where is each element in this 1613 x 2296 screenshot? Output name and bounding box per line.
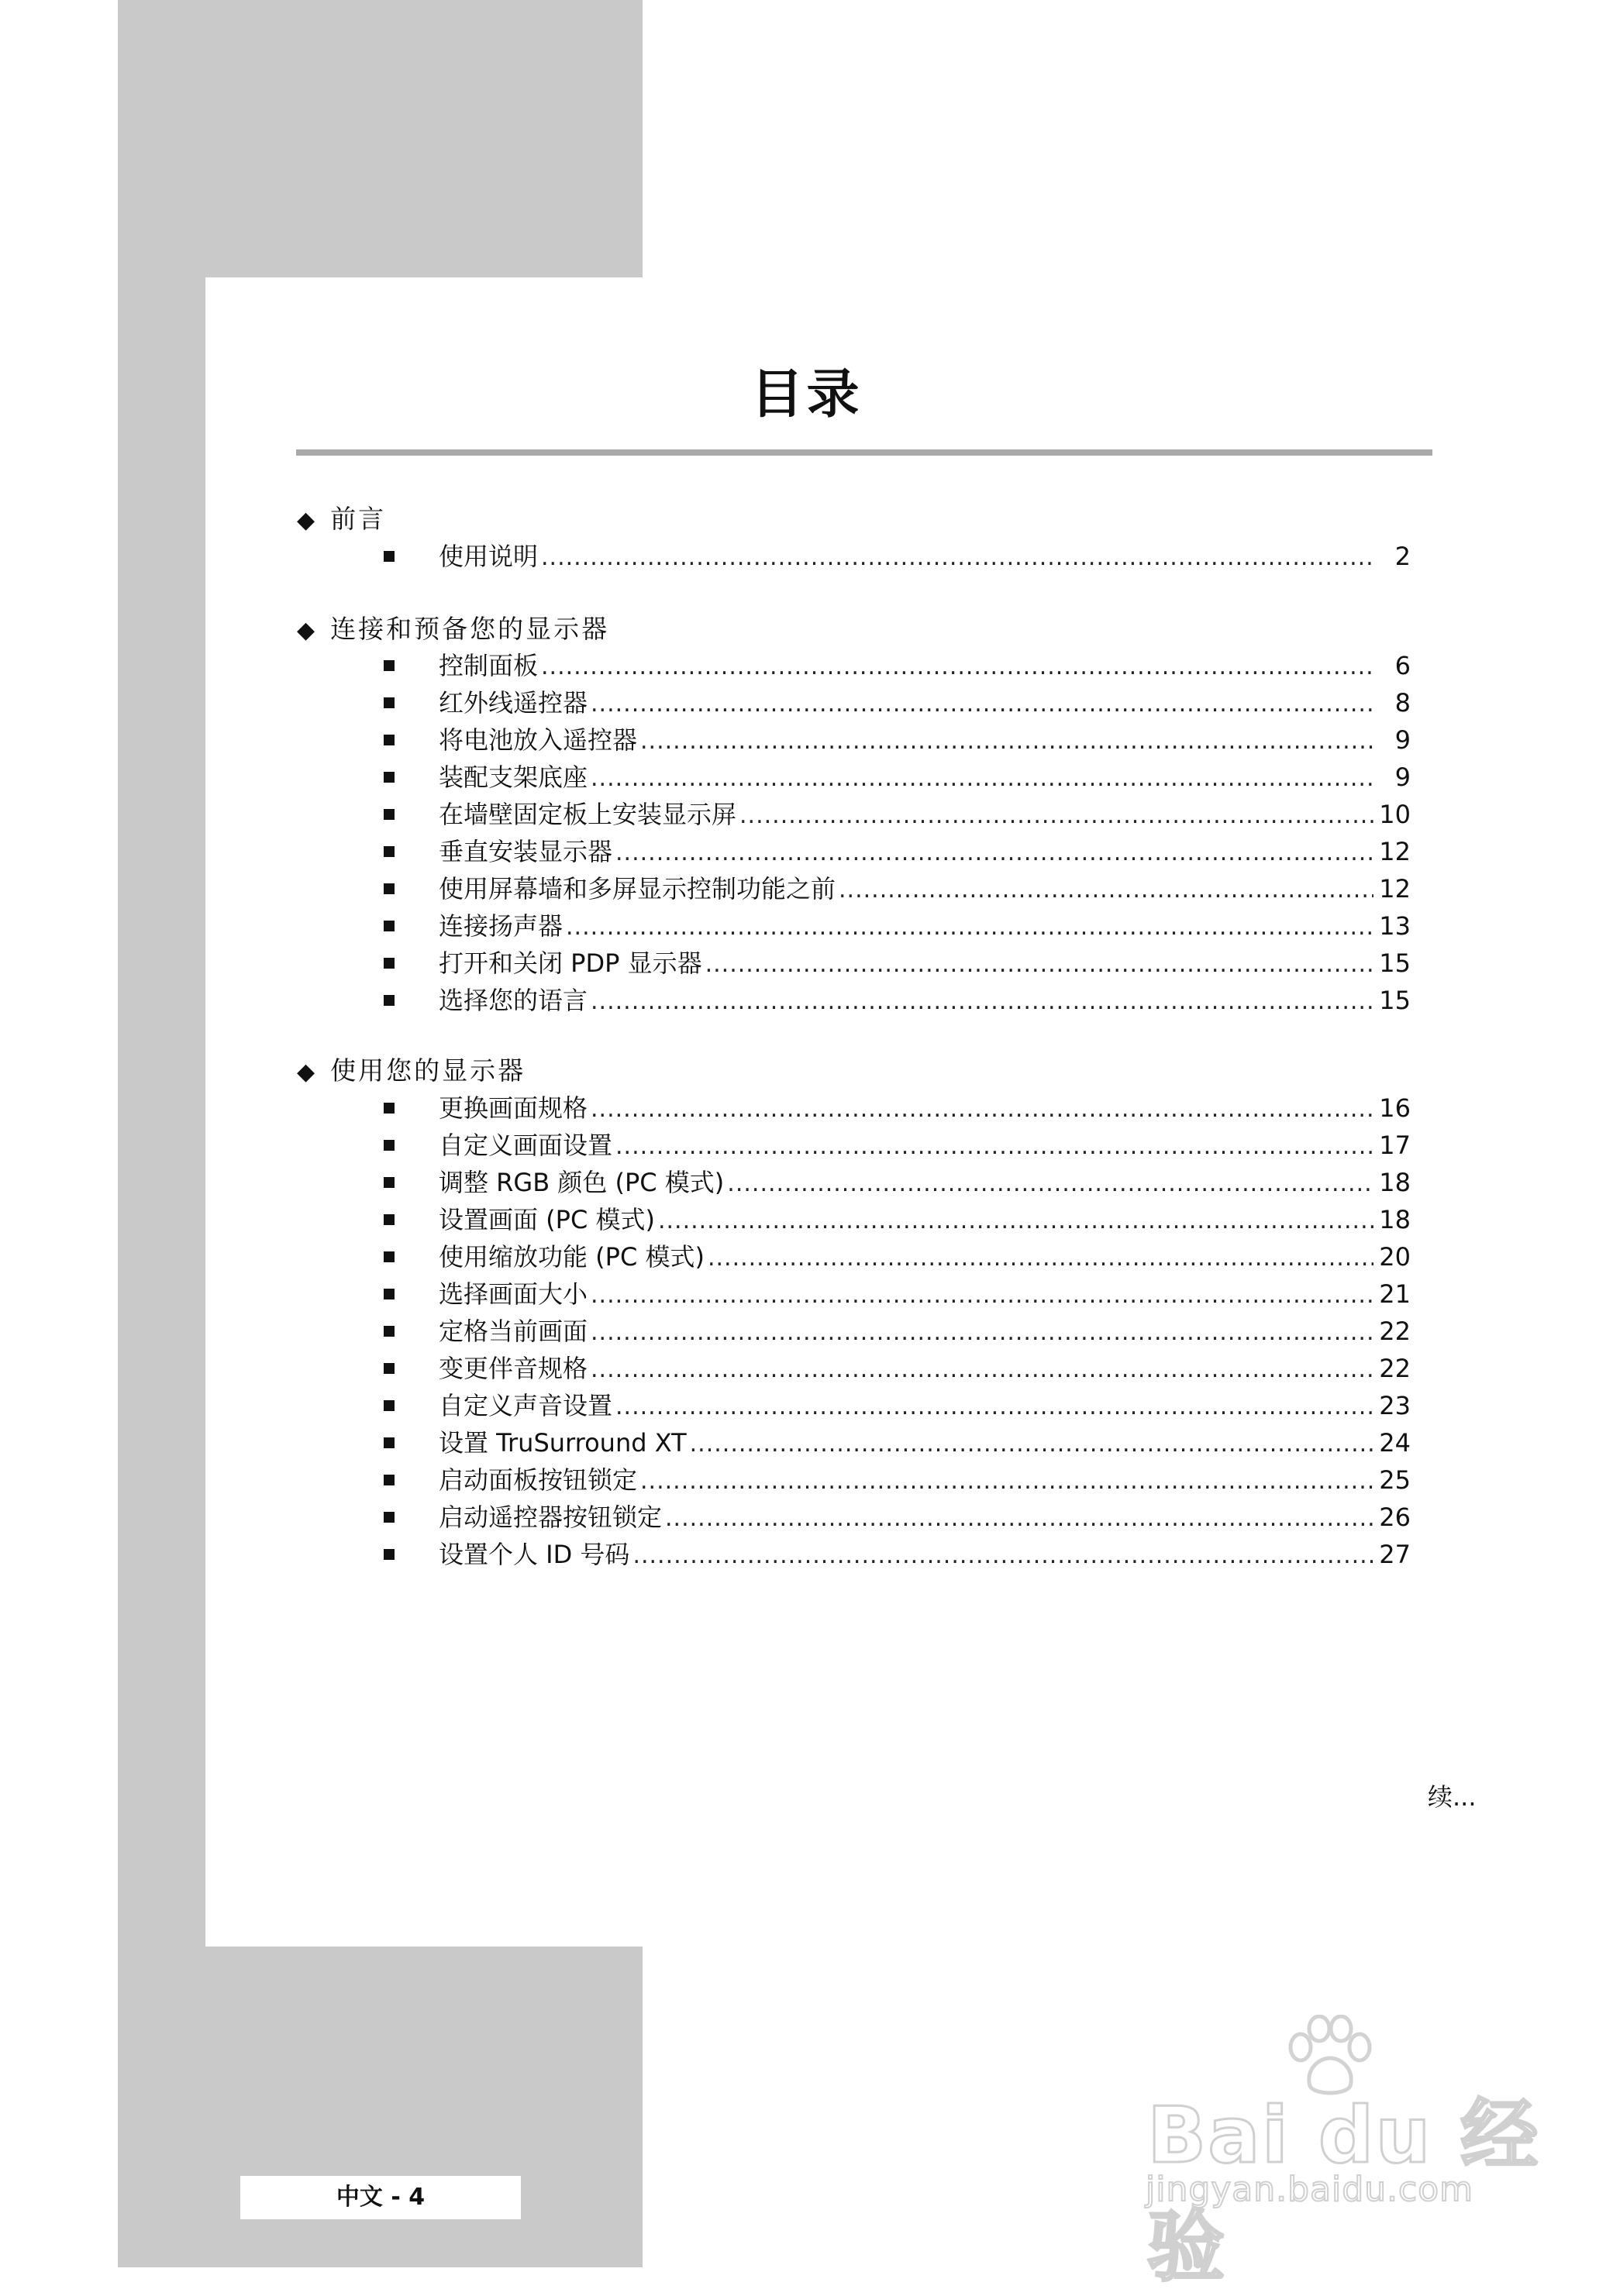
toc-entry[interactable]: 使用说明 ..... 2 [384, 539, 1411, 574]
dot-leader [615, 834, 1373, 869]
square-bullet-icon [384, 846, 395, 857]
continued-note: 续... [1428, 1782, 1477, 1812]
toc-entry[interactable]: 在墙壁固定板上安装显示屏 ..... 10 [384, 797, 1411, 832]
dot-leader [615, 1388, 1373, 1423]
square-bullet-icon [384, 1177, 395, 1188]
toc-entry[interactable]: 变更伴音规格 ..... 22 [384, 1351, 1411, 1386]
toc-entry[interactable]: 选择您的语言 ..... 15 [384, 983, 1411, 1018]
dot-leader [615, 1127, 1373, 1163]
toc-entry[interactable]: 打开和关闭 PDP 显示器 ..... 15 [384, 945, 1411, 981]
toc-entry[interactable]: 装配支架底座 ..... 9 [384, 759, 1411, 795]
dot-leader [640, 1462, 1373, 1498]
dot-leader [708, 1239, 1373, 1275]
square-bullet-icon [384, 551, 395, 562]
dot-leader [591, 1090, 1373, 1126]
square-bullet-icon [384, 1475, 395, 1485]
toc-entry[interactable]: 更换画面规格 ..... 16 [384, 1090, 1411, 1126]
baidu-watermark [1139, 2015, 1542, 2292]
square-bullet-icon [384, 1140, 395, 1151]
toc-entry[interactable]: 红外线遥控器 ..... 8 [384, 685, 1411, 721]
dot-leader [591, 983, 1373, 1018]
dot-leader [591, 759, 1373, 795]
square-bullet-icon [384, 1437, 395, 1448]
square-bullet-icon [384, 921, 395, 931]
square-bullet-icon [384, 995, 395, 1006]
dot-leader [541, 539, 1373, 574]
toc-entry[interactable]: 启动遥控器按钮锁定 ..... 26 [384, 1499, 1411, 1535]
gray-band-left [118, 277, 205, 2267]
toc-entry[interactable]: 调整 RGB 颜色 (PC 模式) ..... 18 [384, 1165, 1411, 1200]
toc-entry[interactable]: 设置画面 (PC 模式) ..... 18 [384, 1202, 1411, 1237]
title-divider [296, 449, 1432, 456]
toc-entry[interactable]: 启动面板按钮锁定 ..... 25 [384, 1462, 1411, 1498]
square-bullet-icon [384, 1103, 395, 1114]
square-bullet-icon [384, 1363, 395, 1374]
square-bullet-icon [384, 1326, 395, 1337]
toc-entry[interactable]: 控制面板 ..... 6 [384, 648, 1411, 683]
toc-entry[interactable]: 设置 TruSurround XT ..... 24 [384, 1425, 1411, 1461]
toc-entry[interactable]: 使用屏幕墙和多屏显示控制功能之前 ..... 12 [384, 871, 1411, 907]
watermark-url: jingyan.baidu.com [1146, 2170, 1474, 2209]
page-footer: 中文 - 4 [240, 2176, 521, 2219]
toc-entry[interactable]: 垂直安装显示器 ..... 12 [384, 834, 1411, 869]
dot-leader [665, 1499, 1373, 1535]
toc-entry[interactable]: 连接扬声器 ..... 13 [384, 908, 1411, 944]
dot-leader [839, 871, 1373, 907]
dot-leader [591, 1276, 1373, 1312]
gray-band-top [118, 0, 643, 277]
diamond-bullet-icon: ◆ [297, 1059, 315, 1086]
section-heading-0: ◆ 前言 [297, 504, 387, 534]
dot-leader [591, 1351, 1373, 1386]
square-bullet-icon [384, 1512, 395, 1523]
square-bullet-icon [384, 1289, 395, 1299]
diamond-bullet-icon: ◆ [297, 507, 315, 534]
toc-entry[interactable]: 定格当前画面 ..... 22 [384, 1313, 1411, 1349]
dot-leader [632, 1537, 1373, 1572]
dot-leader [690, 1425, 1373, 1461]
dot-leader [566, 908, 1373, 944]
dot-leader [727, 1165, 1373, 1200]
dot-leader [658, 1202, 1373, 1237]
toc-entry[interactable]: 自定义画面设置 ..... 17 [384, 1127, 1411, 1163]
toc-entry[interactable]: 自定义声音设置 ..... 23 [384, 1388, 1411, 1423]
page-title: 目录 [750, 364, 863, 425]
dot-leader [591, 685, 1373, 721]
square-bullet-icon [384, 958, 395, 969]
section-heading-2: ◆ 使用您的显示器 [297, 1055, 526, 1086]
square-bullet-icon [384, 1251, 395, 1262]
square-bullet-icon [384, 1214, 395, 1225]
toc-entry[interactable]: 将电池放入遥控器 ..... 9 [384, 722, 1411, 758]
diamond-bullet-icon: ◆ [297, 617, 315, 644]
section-heading-1: ◆ 连接和预备您的显示器 [297, 614, 610, 644]
dot-leader [640, 722, 1373, 758]
square-bullet-icon [384, 697, 395, 708]
dot-leader [739, 797, 1373, 832]
square-bullet-icon [384, 809, 395, 820]
watermark-logo: Bai du 经验 [1147, 2090, 1540, 2292]
dot-leader [541, 648, 1373, 683]
square-bullet-icon [384, 735, 395, 745]
square-bullet-icon [384, 1400, 395, 1411]
toc-entry[interactable]: 使用缩放功能 (PC 模式) ..... 20 [384, 1239, 1411, 1275]
toc-entry[interactable]: 设置个人 ID 号码 ..... 27 [384, 1537, 1411, 1572]
square-bullet-icon [384, 660, 395, 671]
dot-leader [705, 945, 1373, 981]
toc-entry[interactable]: 选择画面大小 ..... 21 [384, 1276, 1411, 1312]
dot-leader [591, 1313, 1373, 1349]
square-bullet-icon [384, 1549, 395, 1560]
square-bullet-icon [384, 883, 395, 894]
square-bullet-icon [384, 772, 395, 783]
